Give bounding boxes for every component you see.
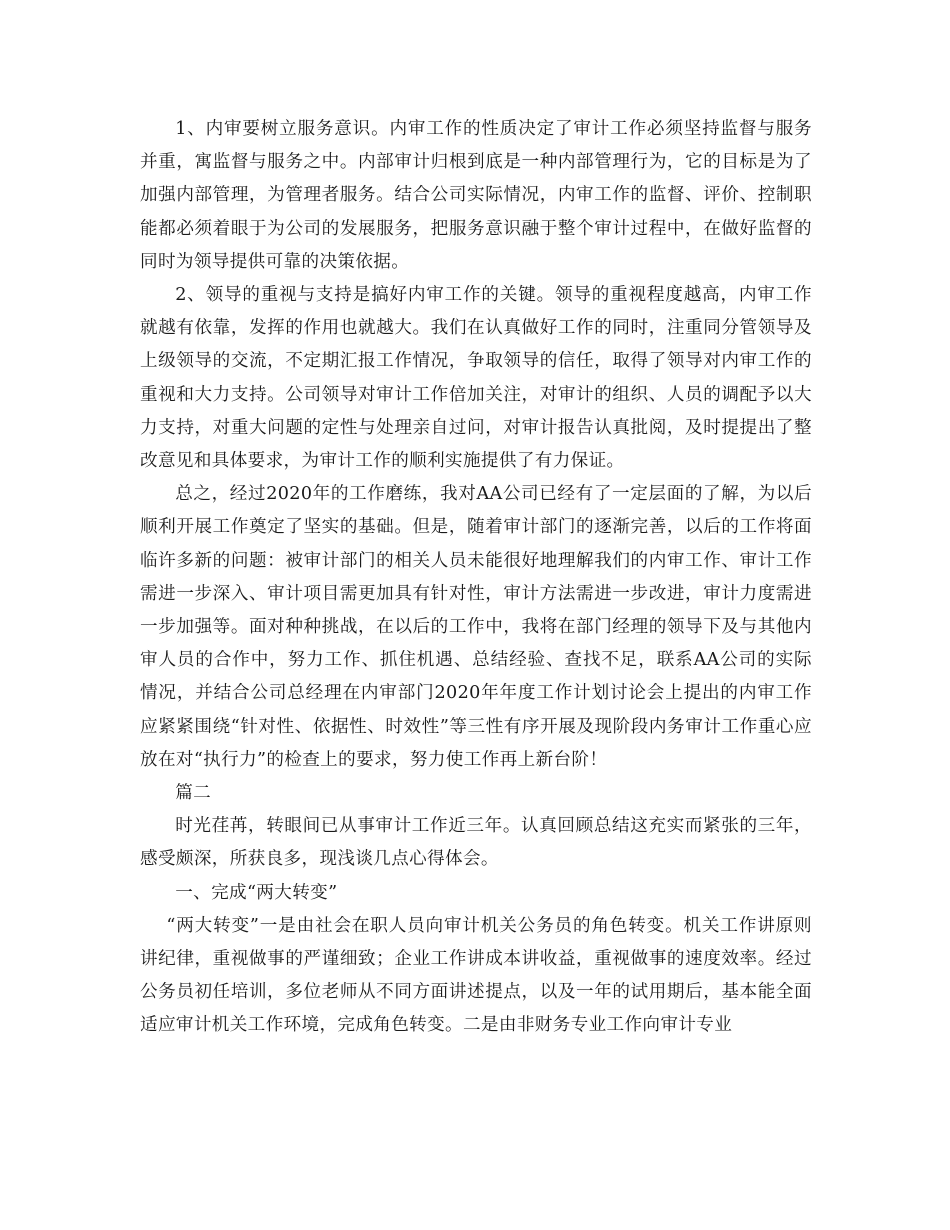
paragraph-summary: 总之，经过2020年的工作磨练，我对AA公司已经有了一定层面的了解，为以后顺利开展工作奠定了坚实的基础。但是，随着审计部门的逐渐完善，以后的工作将面临许多新的问题：被审计部门的相关人员未能很好地理解我们的内审工作、审计工作需进一步深入、审计项目需更加具有针对性，审计方法需进一步改进，审计力度需进一步加强等。面对种种挑战，在以后的工作中，我将在部门经理的领导下及与其他内审人员的合作中，努力工作、抓住机遇、总结经验、查找不足，联系AA公司的实际情况，并结合公司总经理在内审部门2020年年度工作计划讨论会上提出的内审工作应紧紧围绕“针对性、依据性、时效性”等三性有序开展及现阶段内务审计工作重心应放在对“执行力”的检查上的要求，努力使工作再上新台阶！ [140, 484, 812, 770]
section-heading-part-two: 篇二 [175, 783, 212, 804]
paragraph-leadership-support: 2、领导的重视与支持是搞好内审工作的关键。领导的重视程度越高，内审工作就越有依靠，发挥的作用也就越大。我们在认真做好工作的同时，注重同分管领导及上级领导的交流，不定期汇报工作情况，争取领导的信任，取得了领导对内审工作的重视和大力支持。公司领导对审计工作倍加关注，对审计的组织、人员的调配予以大力支持，对重大问题的定性与处理亲自过问，对审计报告认真批阅，及时提提出了整改意见和具体要求，为审计工作的顺利实施提供了有力保证。 [140, 285, 812, 472]
paragraph-intro-part-two: 时光荏苒，转眼间已从事审计工作近三年。认真回顾总结这充实而紧张的三年，感受颇深，所获良多，现浅谈几点心得体会。 [140, 816, 812, 870]
document-page [140, 113, 812, 1043]
paragraph-service-awareness: 1、内审要树立服务意识。内审工作的性质决定了审计工作必须坚持监督与服务并重，寓监督与服务之中。内部审计归根到底是一种内部管理行为，它的目标是为了加强内部管理，为管理者服务。结合公司实际情况，内审工作的监督、评价、控制职能都必须着眼于为公司的发展服务，把服务意识融于整个审计过程中，在做好监督的同时为领导提供可靠的决策依据。 [140, 119, 812, 272]
subheading-two-transformations: 一、完成“两大转变” [175, 882, 338, 903]
paragraph-two-transformations: “两大转变”一是由社会在职人员向审计机关公务员的角色转变。机关工作讲原则讲纪律，重视做事的严谨细致；企业工作讲成本讲收益，重视做事的速度效率。经过公务员初任培训，多位老师从不同方面讲述提点，以及一年的试用期后，基本能全面适应审计机关工作环境，完成角色转变。二是由非财务专业工作向审计专业 [140, 915, 812, 1036]
